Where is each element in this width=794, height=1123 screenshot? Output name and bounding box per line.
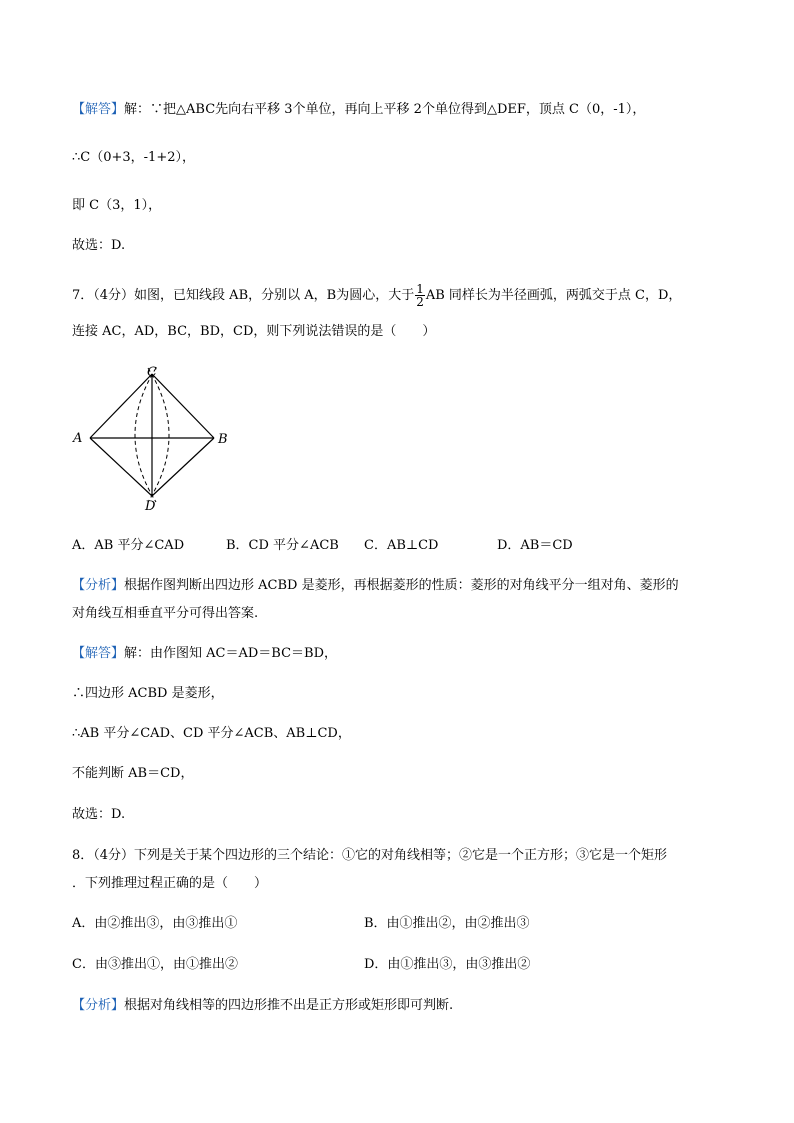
q7-analysis-line-2: 对角线互相垂直平分可得出答案. [72,606,259,621]
q7-analysis-text: 根据作图判断出四边形 ACBD 是菱形，再根据菱形的性质：菱形的对角线平分一组对角、菱形的 [124,578,679,593]
q7-solution-line-5: 故选：D. [72,807,126,822]
q7-stem-line-2: 连接 AC，AD，BC，BD，CD，则下列说法错误的是（ ） [72,324,436,339]
q8-analysis-tag: 【分析】 [72,998,125,1013]
q6-solution-line-4: 故选：D. [72,238,126,253]
q7-solution-text: 解：由作图知 AC＝AD＝BC＝BD， [124,646,338,661]
q7-solution-line-3: ∴AB 平分∠CAD、CD 平分∠ACB、AB⊥CD， [72,726,351,741]
q8-option-c[interactable]: C．由③推出①，由①推出② [72,957,238,972]
q7-stem-prefix: 7．（4分）如图，已知线段 AB，分别以 A，B为圆心，大于 [72,288,415,303]
q7-stem-line-1 [72,283,681,308]
segment-bd [152,438,214,496]
q8-option-a[interactable]: A．由②推出③，由③推出① [72,916,238,931]
q8-analysis-text: 根据对角线相等的四边形推不出是正方形或矩形即可判断. [124,998,454,1013]
label-c: C [147,365,157,380]
q6-solution-line-2: ∴C（0+3，-1+2）， [72,150,195,165]
q7-solution-tag: 【解答】 [72,646,125,661]
q8-stem-line-1: 8．（4分）下列是关于某个四边形的三个结论：①它的对角线相等；②它是一个正方形；③它是一个矩形 [72,848,668,863]
half-fraction [415,283,425,308]
label-b: B [218,432,228,447]
segment-ac [90,374,152,438]
q6-solution-line-3: 即 C（3，1）， [72,198,162,213]
q7-analysis-tag: 【分析】 [72,578,125,593]
q8-stem-line-2: ．下列推理过程正确的是（ ） [72,876,268,891]
q7-solution-line-4: 不能判断 AB＝CD， [72,766,194,781]
q6-solution-tag: 【解答】 [72,102,125,117]
q7-solution-line-1 [72,644,337,664]
q7-option-a[interactable]: A．AB 平分∠CAD [72,538,185,553]
fraction-denominator: 2 [416,295,424,309]
q7-option-b[interactable]: B．CD 平分∠ACB [226,538,339,553]
segment-cb [152,374,214,438]
segment-da [90,438,152,496]
q6-solution-line-1 [72,100,645,120]
q7-analysis-line-1 [72,576,679,596]
fraction-numerator: 1 [416,282,424,296]
q8-analysis-line [72,996,453,1016]
label-a: A [73,431,83,446]
rhombus-construction-figure [70,362,240,514]
q7-option-d[interactable]: D．AB＝CD [497,538,573,553]
q7-option-c[interactable]: C．AB⊥CD [364,538,439,553]
q8-option-d[interactable]: D．由①推出③，由③推出② [364,957,531,972]
q8-option-b[interactable]: B．由①推出②，由②推出③ [364,916,530,931]
label-d: D [145,499,156,514]
q6-solution-text: 解：∵把△ABC先向右平移 3个单位，再向上平移 2个单位得到△DEF，顶点 C（0，-1）， [124,102,646,117]
q7-stem-suffix: AB 同样长为半径画弧，两弧交于点 C，D， [425,288,682,303]
q7-solution-line-2: ∴四边形 ACBD 是菱形， [72,686,224,701]
